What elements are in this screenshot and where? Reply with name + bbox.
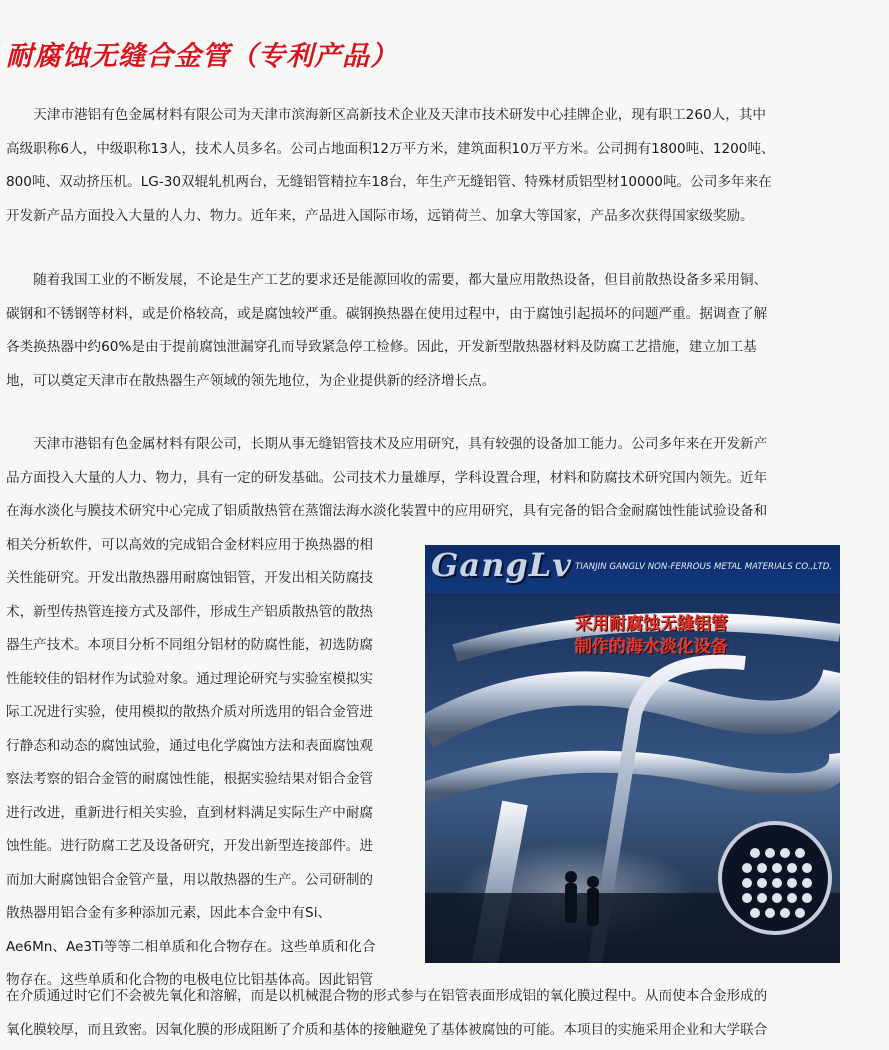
text-line: 性能较佳的铝材作为试验对象。通过理论研究与实验室模拟实 (6, 670, 374, 687)
photo-banner (425, 545, 840, 593)
text-line: 高级职称6人，中级职称13人，技术人员多名。公司占地面积12万平方米，建筑面积10万平方米。公司拥有1800吨、1200吨、 (6, 140, 775, 157)
text-line: 各类换热器中约60%是由于提前腐蚀泄漏穿孔而导致紧急停工检修。因此，开发新型散热器材料及防腐工艺措施，建立加工基 (6, 339, 757, 355)
paragraph-company-intro (6, 99, 838, 233)
text-line: 氧化膜较厚，而且致密。因氧化膜的形成阻断了介质和基体的接触避免了基体被腐蚀的可能。本项目的实施采用企业和大学联合 (6, 1021, 768, 1038)
text-line: 而加大耐腐蚀铝合金管产量，用以散热器的生产。公司研制的 (6, 871, 374, 888)
company-english-name: TIANJIN GANGLV NON-FERROUS METAL MATERIALS CO.,LTD. (575, 562, 833, 572)
desalination-equipment-photo (425, 545, 840, 963)
text-line: 随着我国工业的不断发展，不论是生产工艺的要求还是能源回收的需要，都大量应用散热设备，但目前散热设备多采用铜、 (33, 272, 768, 288)
text-line: 蚀性能。进行防腐工艺及设备研究，开发出新型连接部件。进 (6, 838, 374, 854)
text-line: 术，新型传热管连接方式及部件，形成生产铝质散热管的散热 (6, 603, 374, 620)
text-line: 相关分析软件，可以高效的完成铝合金材料应用于换热器的相 (6, 536, 374, 553)
text-line: 800吨、双动挤压机。LG-30双辊轧机两台，无缝铝管精拉车18台，年生产无缝铝管、特殊材质铝型材10000吨。公司多年来在 (6, 174, 772, 190)
page-title: 耐腐蚀无缝合金管（专利产品） (6, 41, 398, 72)
text-line: 散热器用铝合金有多种添加元素，因此本合金中有Si、 (6, 905, 332, 921)
text-line: 关性能研究。开发出散热器用耐腐蚀铝管，开发出相关防腐技 (6, 570, 374, 586)
text-line: 地，可以奠定天津市在散热器生产领域的领先地位，为企业提供新的经济增长点。 (6, 372, 496, 389)
text-line: 品方面投入大量的人力、物力，具有一定的研发基础。公司技术力量雄厚，学科设置合理，材料和防腐技术研究国内领先。近年 (6, 469, 768, 486)
text-line: 开发新产品方面投入大量的人力、物力。近年来，产品进入国际市场，远销荷兰、加拿大等国家，产品多次获得国家级奖励。 (6, 207, 754, 224)
text-line: 行静态和动态的腐蚀试验，通过电化学腐蚀方法和表面腐蚀观 (6, 737, 374, 754)
caption-line: 采用耐腐蚀无缝铝管 (575, 614, 728, 634)
paragraph-continuation (6, 980, 846, 1047)
text-line: 进行改进，重新进行相关实验，直到材料满足实际生产中耐腐 (6, 804, 374, 821)
text-line: 在介质通过时它们不会被先氧化和溶解，而是以机械混合物的形式参与在铝管表面形成铝的氧化膜过程中。从而使本合金形成的 (6, 988, 768, 1004)
paragraph-industry-background (6, 264, 838, 398)
ganglv-logo: GangLv (431, 546, 572, 584)
photo-caption (575, 613, 728, 659)
text-line: 天津市港铝有色金属材料有限公司，长期从事无缝铝管技术及应用研究，具有较强的设备加工能力。公司多年来在开发新产 (33, 436, 768, 452)
text-line: 器生产技术。本项目分析不同组分铝材的防腐性能，初选防腐 (6, 637, 374, 653)
text-line: 察法考察的铝合金管的耐腐蚀性能，根据实验结果对铝合金管 (6, 771, 374, 787)
text-line: 在海水淡化与膜技术研究中心完成了铝质散热管在蒸馏法海水淡化装置中的应用研究，具有完备的铝合金耐腐蚀性能试验设备和 (6, 503, 768, 519)
text-line: 际工况进行实验，使用模拟的散热介质对所选用的铝合金管进 (6, 704, 374, 720)
text-line: Ae6Mn、Ae3Ti等等二相单质和化合物存在。这些单质和化合 (6, 938, 376, 955)
wrapped-text-column (6, 529, 418, 998)
text-line: 天津市港铝有色金属材料有限公司为天津市滨海新区高新技术企业及天津市技术研发中心挂牌企业，现有职工260人，其中 (33, 107, 767, 123)
text-line: 物存在。这些单质和化合物的电极电位比铝基体高。因此铝管 (6, 972, 374, 988)
text-line: 碳钢和不锈钢等材料，或是价格较高，或是腐蚀较严重。碳钢换热器在使用过程中，由于腐蚀引起损坏的问题严重。据调查了解 (6, 305, 768, 322)
caption-line: 制作的海水淡化设备 (575, 637, 728, 657)
